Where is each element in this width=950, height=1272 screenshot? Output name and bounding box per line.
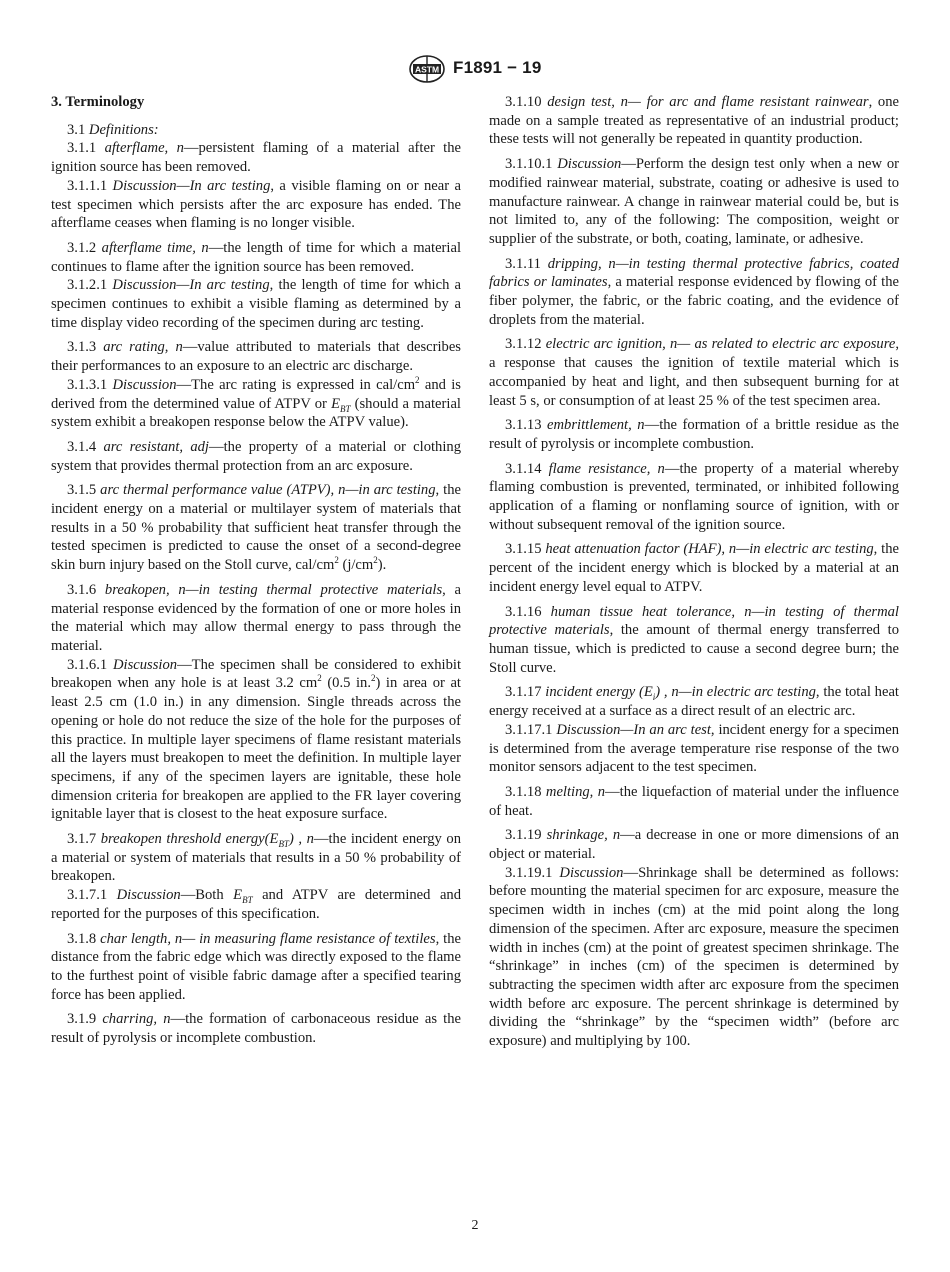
astm-logo-icon xyxy=(409,55,445,83)
definition-paragraph: 3.1.10.1 Discussion—Perform the design test only when a new or modified rainwear material, substrate, coating or adhesive is used to manufacture rainwear. A change in rainwear material could be, but is not limited to, any of the following: The composition, weight or supplier of the substrate, or both, coating, laminate, or adhesive. xyxy=(489,156,899,247)
definition-paragraph: 3.1.1 afterflame, n—persistent flaming of a material after the ignition source has been removed. xyxy=(51,140,461,176)
definition-paragraph: 3.1.18 melting, n—the liquefaction of material under the influence of heat. xyxy=(489,783,899,819)
document-id: F1891 − 19 xyxy=(453,58,542,77)
definition-paragraph: 3.1.13 embrittlement, n—the formation of a brittle residue as the result of pyrolysis or incomplete combustion. xyxy=(489,417,900,452)
definition-paragraph: 3.1.6 breakopen, n—in testing thermal protective materials, a material response evidenced by the formation of one or more holes in the material which may allow thermal energy to pass through the material. xyxy=(51,581,461,654)
definition-paragraph: 3.1.9 charring, n—the formation of carbonaceous residue as the result of pyrolysis or incomplete combustion. xyxy=(51,1011,461,1047)
definition-paragraph: 3.1.11 dripping, n—in testing thermal protective fabrics, coated fabrics or laminates, a material response evidenced by flowing of the fiber polymer, the fabric, or the fabric coating, and the evidence of droplets from the material. xyxy=(489,255,899,328)
definition-paragraph: 3.1.7 breakopen threshold $energy(E_{BT})$ , n—the incident energy on a material or system of materials that results in a 50 % probability of breakopen. xyxy=(51,831,461,885)
page-header xyxy=(0,55,950,85)
definition-paragraph: 3.1.19.1 Discussion—Shrinkage shall be determined as follows: before mounting the material specimen for arc exposure, measure the specimen width in inches (cm) at the mid point along the long dimension of the specimen. After arc exposure, measure the specimen width in inches (cm) at the point of greatest specimen shrinkage. The “shrinkage” in inches (cm) of the specimen is determined by subtracting the specimen width after arc exposure from the specimen width before arc exposure. The percent shrinkage is determined by dividing the “shrinkage” by the “specimen width” (before arc exposure) and multiplying by 100. xyxy=(489,864,900,1050)
definition-paragraph: 3.1 Definitions: xyxy=(67,121,159,138)
left-column xyxy=(51,93,461,1054)
definition-paragraph: 3.1.7.1 Discussion—Both $E_{BT}$ and ATPV are determined and reported for the purposes of this specification. xyxy=(51,887,462,922)
section-heading: 3. Terminology xyxy=(51,94,145,110)
definition-paragraph: 3.1.19 shrinkage, n—a decrease in one or more dimensions of an object or material. xyxy=(489,827,899,863)
right-column xyxy=(489,93,899,1057)
definition-paragraph: 3.1.17.1 Discussion—In an arc test, incident energy for a specimen is determined from the average temperature rise response of the two monitor sensors adjacent to the test specimen. xyxy=(489,721,900,776)
definition-paragraph: 3.1.3 arc rating, n—value attributed to materials that describes their performances to an exposure to an electric arc discharge. xyxy=(51,339,461,375)
definition-paragraph: 3.1.5 arc thermal performance value (ATPV), n—in arc testing, the incident energy on a material or multilayer system of materials that results in a 50 % probability that sufficient heat transfer through the tested specimen is predicted to cause the onset of a second-degree skin burn injury based on the Stoll curve, cal/$cm^2$ $(j/cm^2)$. xyxy=(51,482,461,574)
definition-paragraph: 3.1.14 flame resistance, n—the property of a material whereby flaming combustion is prevented, terminated, or inhibited following application of a flaming or nonflaming source of ignition, with or without subsequent removal of the ignition source. xyxy=(489,460,900,533)
definition-paragraph: 3.1.10 design test, n— for arc and flame resistant rainwear, one made on a sample treated as representative of an industrial product; these tests will not generally be repeated in quantity production. xyxy=(489,94,899,148)
svg-text:ASTM: ASTM xyxy=(414,64,440,75)
definition-paragraph: 3.1.3.1 Discussion—The arc rating is expressed in cal/$cm^2$ and is derived from the determined value of ATPV or $E_{BT}$ (should a material system exhibit a breakopen response below the ATPV value). xyxy=(51,374,461,431)
page-number: 2 xyxy=(471,1218,479,1233)
definition-paragraph: 3.1.2 afterflame time, n—the length of time for which a material continues to flame after the ignition source has been removed. xyxy=(51,239,461,275)
definition-paragraph: 3.1.12 electric arc ignition, n— as related to electric arc exposure, a response that causes the ignition of textile material which is accompanied by heat and light, and then subsequent burning for at least 5 s, or consumption of at least 25 % of the test specimen area. xyxy=(489,336,899,409)
definition-paragraph: 3.1.17 incident energy $(E_i)$ , n—in electric arc testing, the total heat energy received at a surface as a direct result of an electric arc. xyxy=(489,684,899,720)
definition-paragraph: 3.1.8 char length, n— in measuring flame resistance of textiles, the distance from the fabric edge which was directly exposed to the flame to the furthest point of visible fabric damage after a specified tearing force has been applied. xyxy=(51,930,461,1003)
definition-paragraph: 3.1.16 human tissue heat tolerance, n—in testing of thermal protective materials, the amount of thermal energy transferred to human tissue, which is predicted to cause a second degree burn; the Stoll curve. xyxy=(489,603,899,676)
definition-paragraph: 3.1.2.1 Discussion—In arc testing, the length of time for which a specimen continues to exhibit a visible flaming as determined by a time display video recording of the specimen during arc testing. xyxy=(51,277,462,331)
definition-paragraph: 3.1.1.1 Discussion—In arc testing, a visible flaming on or near a test specimen which persists after the arc exposure has ended. The afterflame ceases when flaming is no longer visible. xyxy=(51,177,461,232)
definition-paragraph: 3.1.15 heat attenuation factor (HAF), n—in electric arc testing, the percent of the incident energy which is blocked by a material at an incident energy level equal to ATPV. xyxy=(489,541,899,595)
definition-paragraph: 3.1.6.1 Discussion—The specimen shall be considered to exhibit breakopen when any hole is at least 3.2 $cm^2$ (0.5 in.$^2$) in area or at least 2.5 cm (1.0 in.) in any dimension. Single threads across the opening or hole do not reduce the size of the hole for the purposes of this practice. In multiple layer specimens of flame resistant materials all the layers must breakopen to meet the definition. In multiple layer specimens, if any of the specimen layers are ignitable, these hole dimension criteria for breakopen are applied to the FR layer covering ignitable layer that is closest to the heat exposure surface. xyxy=(51,656,461,823)
definition-paragraph: 3.1.4 arc resistant, adj—the property of a material or clothing system that provides thermal protection from an arc exposure. xyxy=(51,438,461,474)
